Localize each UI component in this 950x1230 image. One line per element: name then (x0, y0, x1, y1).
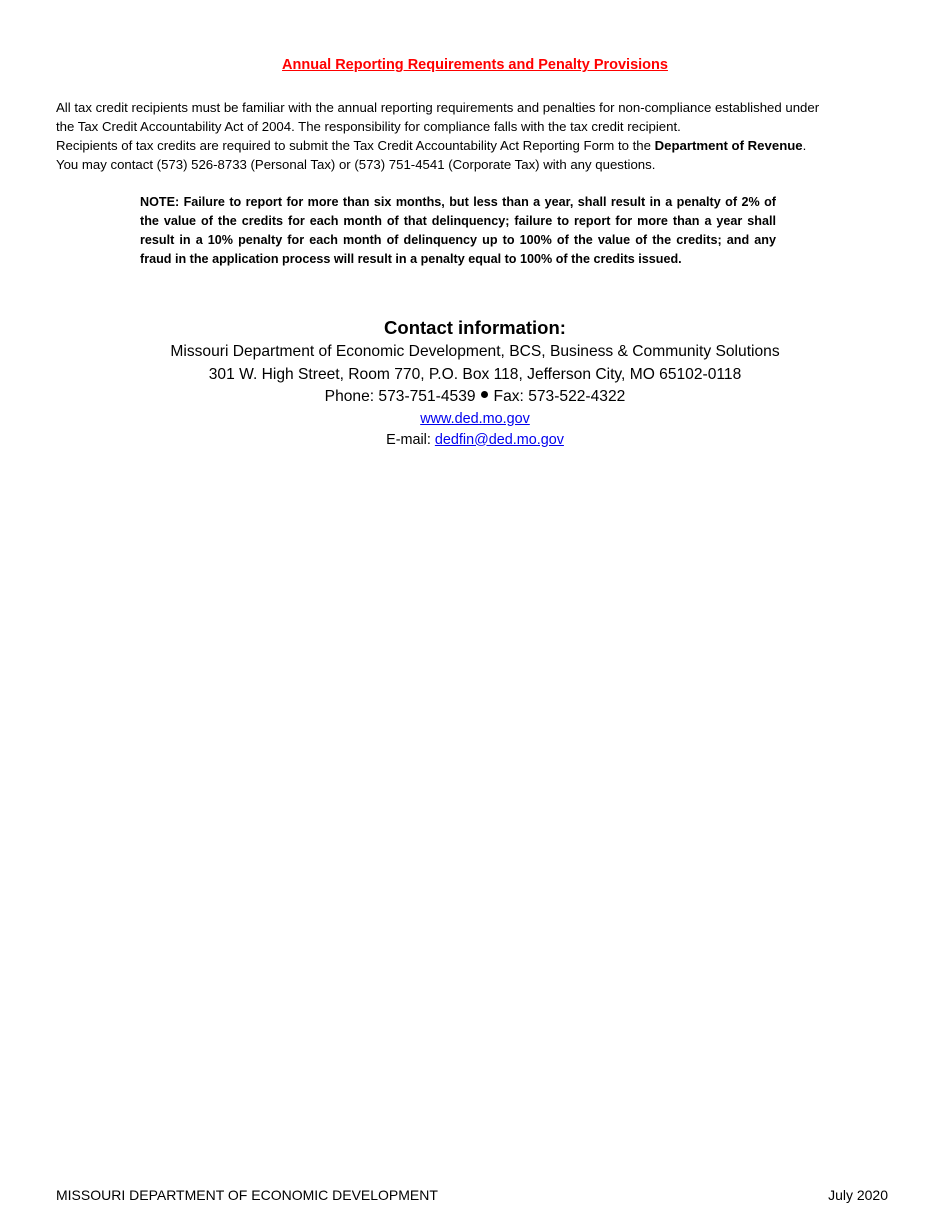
website-link[interactable]: www.ded.mo.gov (420, 410, 530, 427)
intro-line (56, 136, 906, 155)
email-label: E-mail: (386, 431, 435, 448)
footer-organization: MISSOURI DEPARTMENT OF ECONOMIC DEVELOPMENT (56, 1187, 438, 1203)
contact-website-row (0, 409, 950, 430)
intro-line: All tax credit recipients must be familiar with the annual reporting requirements and penalties for non-compliance established under (56, 100, 820, 115)
intro-paragraph (56, 98, 906, 174)
contact-heading: Contact information: (384, 317, 566, 338)
department-of-revenue: Department of Revenue (654, 138, 803, 153)
footer-date: July 2020 (828, 1187, 888, 1203)
intro-text: Recipients of tax credits are required to submit the Tax Credit Accountability Act Reporting Form to the (56, 138, 655, 153)
contact-email-row (0, 430, 950, 451)
intro-line: the Tax Credit Accountability Act of 2004. The responsibility for compliance falls with the tax credit recipient. (56, 119, 681, 134)
penalty-note: NOTE: Failure to report for more than six months, but less than a year, shall result in a penalty of 2% of the value of the credits for each month of that delinquency; failure to report for more than a year shall result in a 10% penalty for each month of delinquency up to 100% of the value of the credits; and any fraud in the application process will result in a penalty equal to 100% of the credits issued. (140, 195, 776, 266)
page-title: Annual Reporting Requirements and Penalty Provisions (282, 57, 668, 73)
intro-line: You may contact (573) 526-8733 (Personal Tax) or (573) 751-4541 (Corporate Tax) with any questions. (56, 157, 656, 172)
contact-phone: Phone: 573-751-4539 (324, 388, 476, 405)
contact-block (0, 315, 950, 451)
contact-organization: Missouri Department of Economic Development, BCS, Business & Community Solutions (170, 343, 780, 360)
bullet-icon (481, 391, 488, 398)
intro-text: . (802, 138, 807, 153)
contact-address: 301 W. High Street, Room 770, P.O. Box 118, Jefferson City, MO 65102-0118 (208, 365, 742, 383)
contact-phone-fax (0, 386, 950, 409)
email-link[interactable]: dedfin@ded.mo.gov (434, 431, 564, 448)
contact-fax: Fax: 573-522-4322 (493, 388, 626, 405)
